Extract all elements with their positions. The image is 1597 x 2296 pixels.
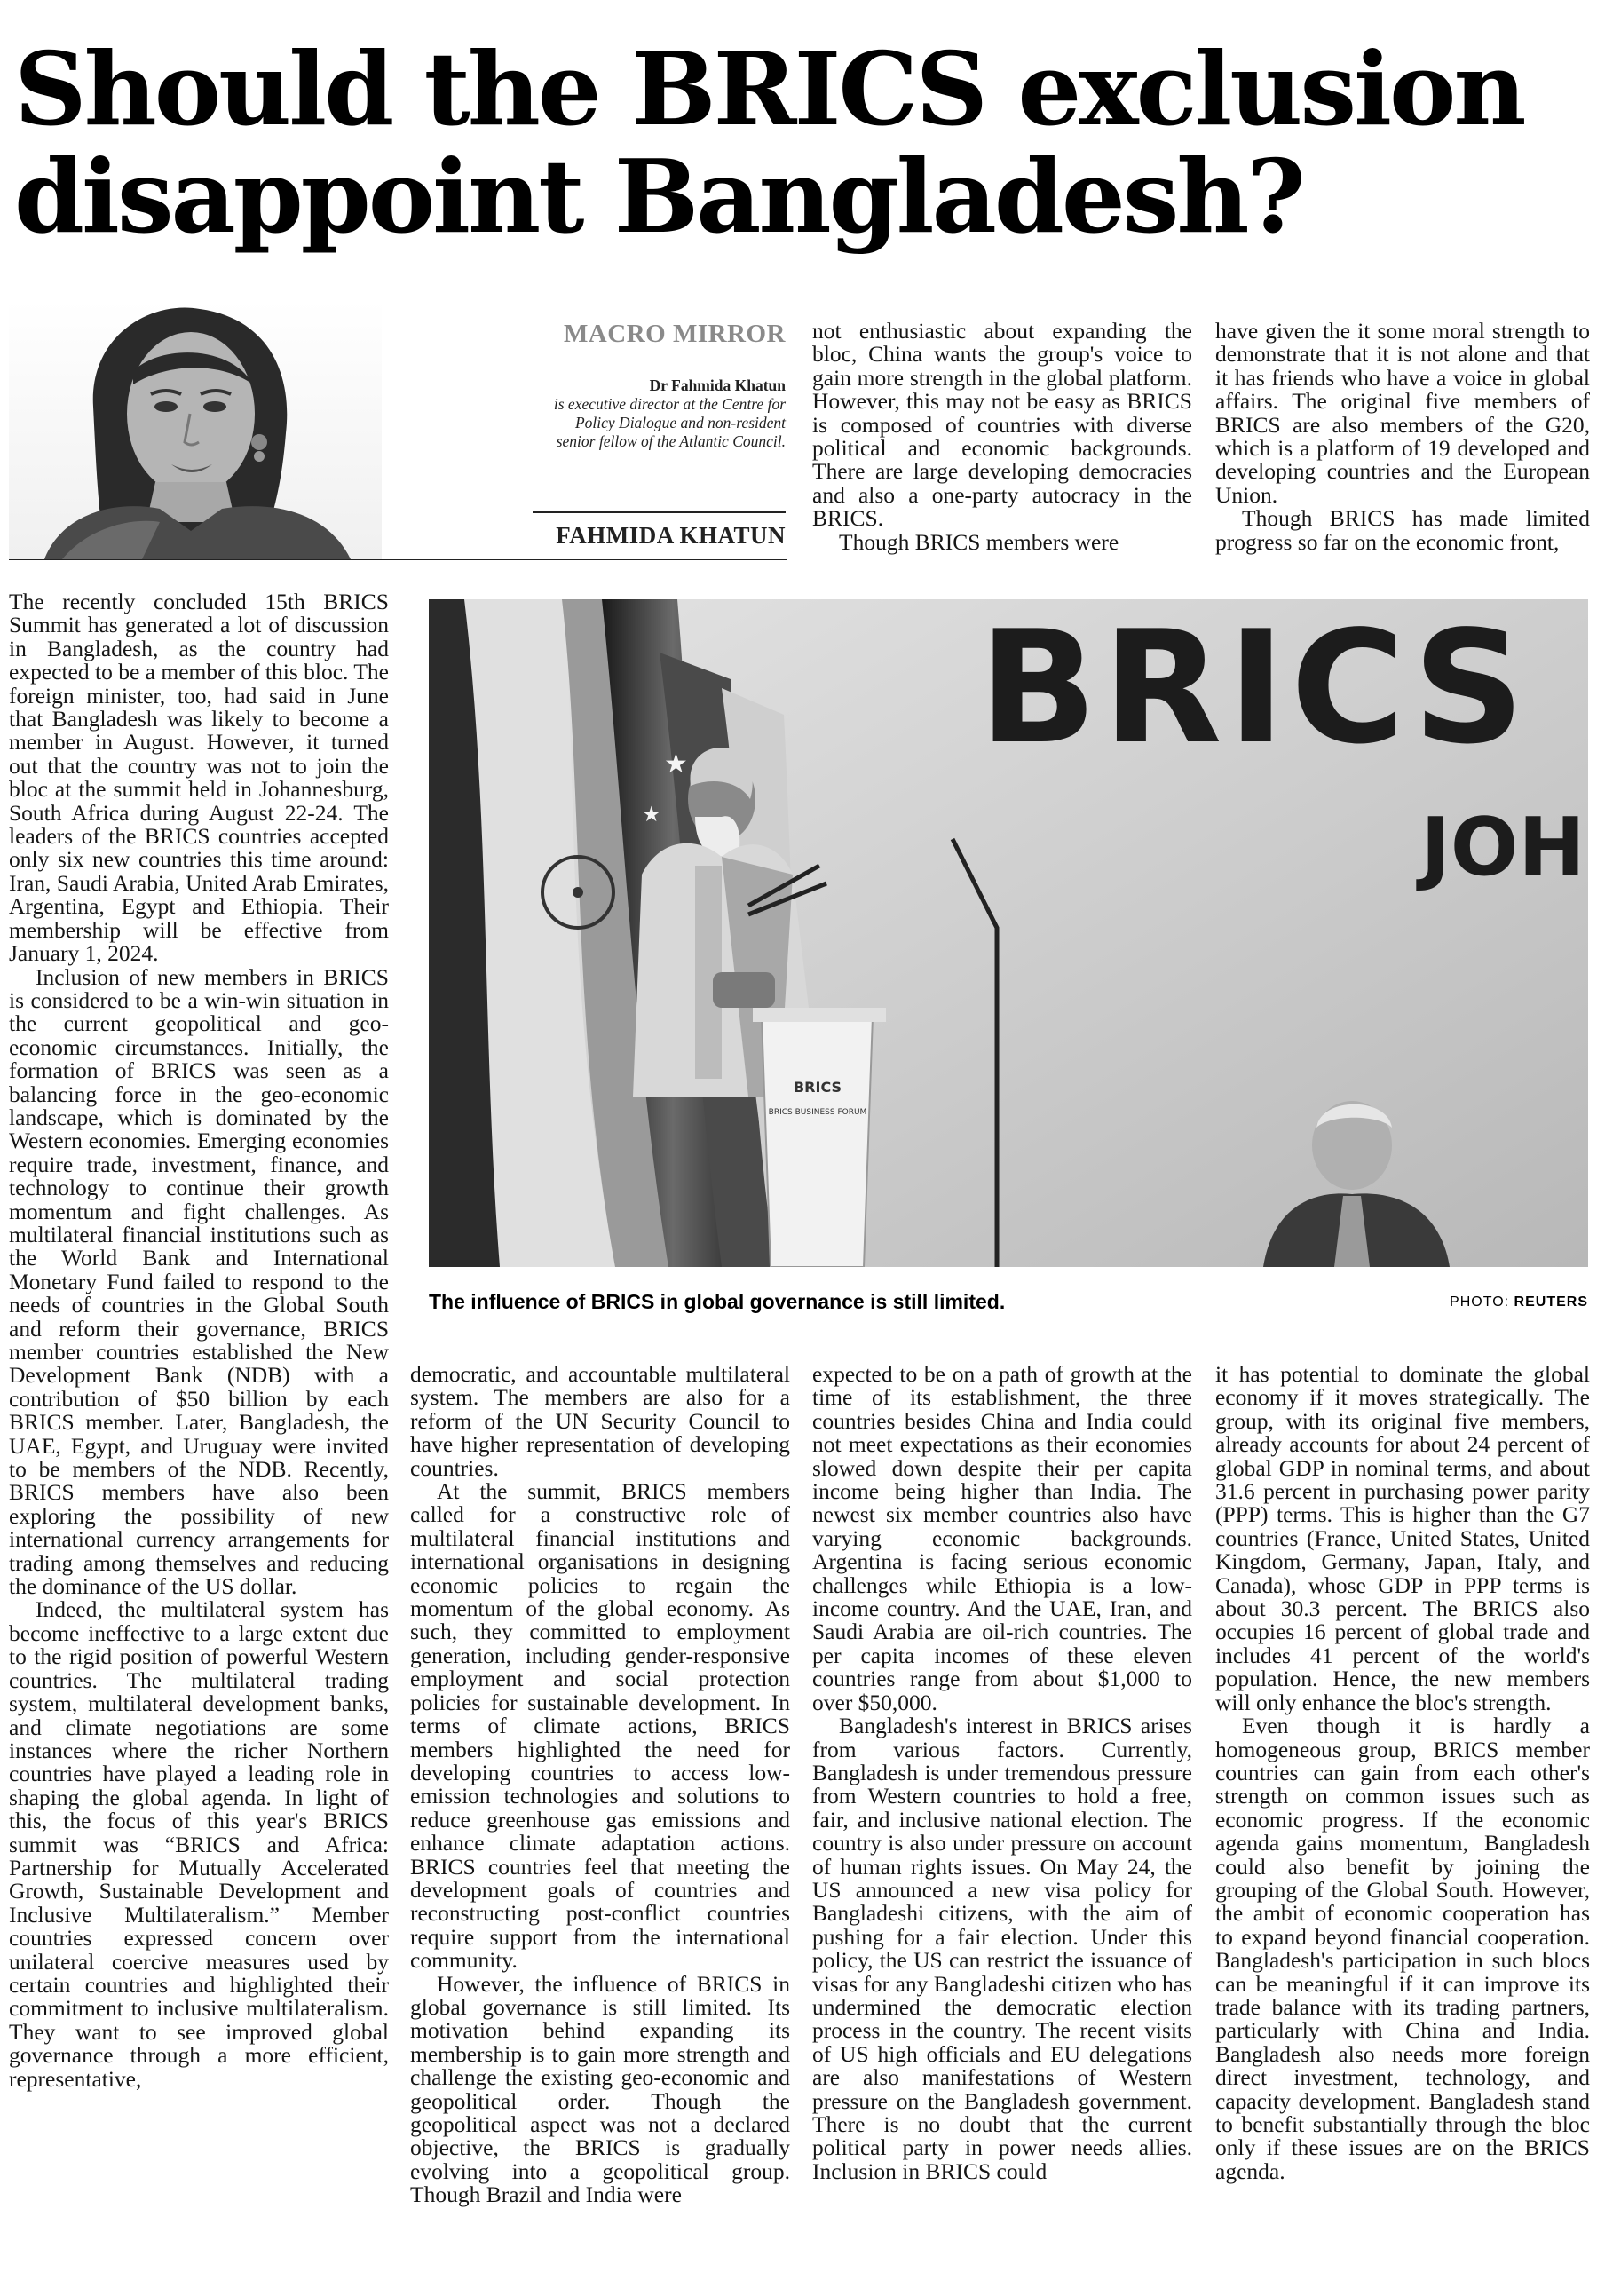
photo-credit-label: PHOTO: xyxy=(1450,1294,1510,1310)
podium-text: BRICS BUSINESS FORUM xyxy=(768,1108,867,1117)
photo-credit xyxy=(1287,1294,1588,1310)
brics-summit-photo xyxy=(429,599,1588,1267)
paragraph: have given the it some moral strength to demonstrate that it is not alone and that it has friends who have a voice in global affairs. The original five members of BRICS are also members of the G20, which is a platform of 19 developed and developing countries and the European Union. xyxy=(1215,318,1590,508)
author-description: is executive director at the Centre for Policy Dialogue and non-resident senior fellow of the Atlantic Council. xyxy=(553,395,786,450)
paragraph: it has potential to dominate the global economy if it moves strategically. The group, with its original five members, already accounts for about 24 percent of global GDP in nominal terms, and about 31.6 percent in purchasing power parity (PPP) terms. This is higher than the G7 countries (France, United States, United Kingdom, Germany, Japan, Italy, and Canada), whose GDP in PPP terms is about 30.3 percent. The BRICS also occupies 16 percent of global trade and includes 41 percent of the world's population. Hence, the new members will only enhance the bloc's strength. xyxy=(1215,1361,1590,1715)
body-column-3 xyxy=(812,1363,1192,2183)
svg-text:★: ★ xyxy=(664,748,688,780)
paragraph: The recently concluded 15th BRICS Summit has generated a lot of discussion in Bangladesh, as the country had expected to be a member of this bloc. The foreign minister, too, had said in June that Bangladesh was likely to become a member in August. However, it turned out that the country was not to join the bloc at the summit held in Johannesburg, South Africa during August 22-24. The leaders of the BRICS countries accepted only six new countries this time around: Iran, Saudi Arabia, United Arab Emirates, Argentina, Egypt and Ethiopia. Their membership will be effective from January 1, 2024. xyxy=(9,589,389,967)
top-section-rule xyxy=(9,559,787,560)
paragraph: democratic, and accountable multilateral system. The members are also for a reform of the UN Security Council to have higher representation of developing countries. xyxy=(410,1361,790,1481)
byline: FAHMIDA KHATUN xyxy=(556,522,786,549)
headline-line-1: Should the BRICS exclusion xyxy=(14,30,1524,148)
paragraph: Indeed, the multilateral system has become ineffective to a large extent due to the rigid position of powerful Western countries. The multilateral trading system, multilateral development banks, and climate negotiations are some instances where the richer Northern countries have played a leading role in shaping the global agenda. In light of this, the focus of this year's BRICS summit was “BRICS and Africa: Partnership for Mutually Accelerated Growth, Sustainable Development and Inclusive Multilateralism.” Member countries expressed concern over unilateral coercive measures used by certain countries and highlighted their commitment to inclusive multilateralism. They want to see improved global governance through a more efficient, representative, xyxy=(9,1596,389,2092)
body-column-4 xyxy=(1215,1363,1590,2183)
backdrop-text-2: JOH xyxy=(1420,801,1585,894)
author-portrait-illustration xyxy=(9,300,382,559)
author-name: Dr Fahmida Khatun xyxy=(649,376,786,394)
top-column-2 xyxy=(812,320,1192,554)
paragraph: expected to be on a path of growth at the time of its establishment, the three countries besides China and India could not meet expectations as their economies slowed down despite their per capita income being higher than India. The newest six member countries also have varying economic backgrounds. Argentina is facing serious economic challenges while Ethiopia is a low-income country. And the UAE, Iran, and Saudi Arabia are oil-rich countries. The per capita incomes of these eleven countries range from about $1,000 to over $50,000. xyxy=(812,1361,1192,1715)
headline-line-2: disappoint Bangladesh? xyxy=(14,138,1303,256)
photo-caption: The influence of BRICS in global governance is still limited. xyxy=(429,1290,1006,1313)
photo-credit-source: REUTERS xyxy=(1514,1294,1588,1310)
svg-text:★: ★ xyxy=(642,802,661,827)
paragraph: Even though it is hardly a homogeneous group, BRICS member countries can gain from each other's strength on common issues such as economic progress. If the economic agenda gains momentum, Bangladesh could also benefit by joining the grouping of the Global South. However, the ambit of economic cooperation has to expand beyond financial cooperation. Bangladesh's participation in such blocs can be meaningful if it can improve its trade balance with its trading partners, particularly with China and India. Bangladesh also needs more foreign direct investment, technology, and capacity development. Bangladesh stand to benefit substantially through the bloc only if these issues are on the BRICS agenda. xyxy=(1215,1713,1590,2184)
author-info xyxy=(533,376,786,451)
paragraph: Though BRICS members were xyxy=(839,528,1119,555)
paragraph: Though BRICS has made limited progress so far on the economic front, xyxy=(1215,505,1590,555)
podium-logo: BRICS xyxy=(793,1079,842,1096)
body-column-2 xyxy=(410,1363,790,2207)
body-column-1 xyxy=(9,590,389,2091)
article-photo xyxy=(429,599,1588,1267)
paragraph: not enthusiastic about expanding the bloc, China wants the group's voice to gain more strength in the global platform. However, this may not be easy as BRICS is composed of countries with diverse political and economic backgrounds. There are large developing democracies and also a one-party autocracy in the BRICS. xyxy=(812,318,1192,532)
paragraph: Bangladesh's interest in BRICS arises from various factors. Currently, Bangladesh is under tremendous pressure from Western countries to hold a free, fair, and inclusive national election. The country is also under pressure on account of human rights issues. On May 24, the US announced a new visa policy for Bangladeshi citizens, with the aim of pushing for a fair election. Under this policy, the US can restrict the issuance of visas for any Bangladeshi citizen who has undermined the democratic election process in the country. The recent visits of US high officials and EU delegations are also manifestations of Western pressure on the Bangladesh government. There is no doubt that the current political party in power needs allies. Inclusion in BRICS could xyxy=(812,1713,1192,2184)
paragraph: Inclusion of new members in BRICS is considered to be a win-win situation in the current geopolitical and geo-economic circumstances. Initially, the formation of BRICS was seen as a balancing force in the geo-economic landscape, which is dominated by the Western economies. Emerging economies require trade, investment, finance, and technology to continue their growth momentum and fight challenges. As multilateral financial institutions such as the World Bank and International Monetary Fund failed to respond to the needs of countries in the Global South and reform their governance, BRICS member countries established the New Development Bank (NDB) with a contribution of $50 billion by each BRICS member. Later, Bangladesh, the UAE, Egypt, and Uruguay were invited to be members of the NDB. Recently, BRICS members have also been exploring the possibility of new international currency arrangements for trading among themselves and reducing the dominance of the US dollar. xyxy=(9,963,389,1600)
column-name: MACRO MIRROR xyxy=(563,320,786,348)
paragraph: However, the influence of BRICS in global governance is still limited. Its motivation behind expanding its membership is to gain more strength and challenge the existing geo-economic and geopolitical order. Though the geopolitical aspect was not a declared objective, the BRICS is gradually evolving into a geopolitical group. Though Brazil and India were xyxy=(410,1970,790,2208)
top-column-3 xyxy=(1215,320,1590,554)
paragraph: At the summit, BRICS members called for a constructive role of multilateral financial institutions and international organisations in designing economic policies to regain the momentum of the global economy. As such, they committed to employment generation, including gender-responsive employment and social protection policies for sustainable development. In terms of climate actions, BRICS members highlighted the need for developing countries to access low-emission technologies and solutions to reduce greenhouse gas emissions and enhance climate adaptation actions. BRICS countries feel that meeting the development goals of countries and reconstructing post-conflict countries require support from the international community. xyxy=(410,1478,790,1974)
byline-rule xyxy=(533,511,786,513)
headline xyxy=(14,30,1585,256)
author-portrait xyxy=(9,300,382,559)
backdrop-text: BRICS xyxy=(978,599,1530,779)
